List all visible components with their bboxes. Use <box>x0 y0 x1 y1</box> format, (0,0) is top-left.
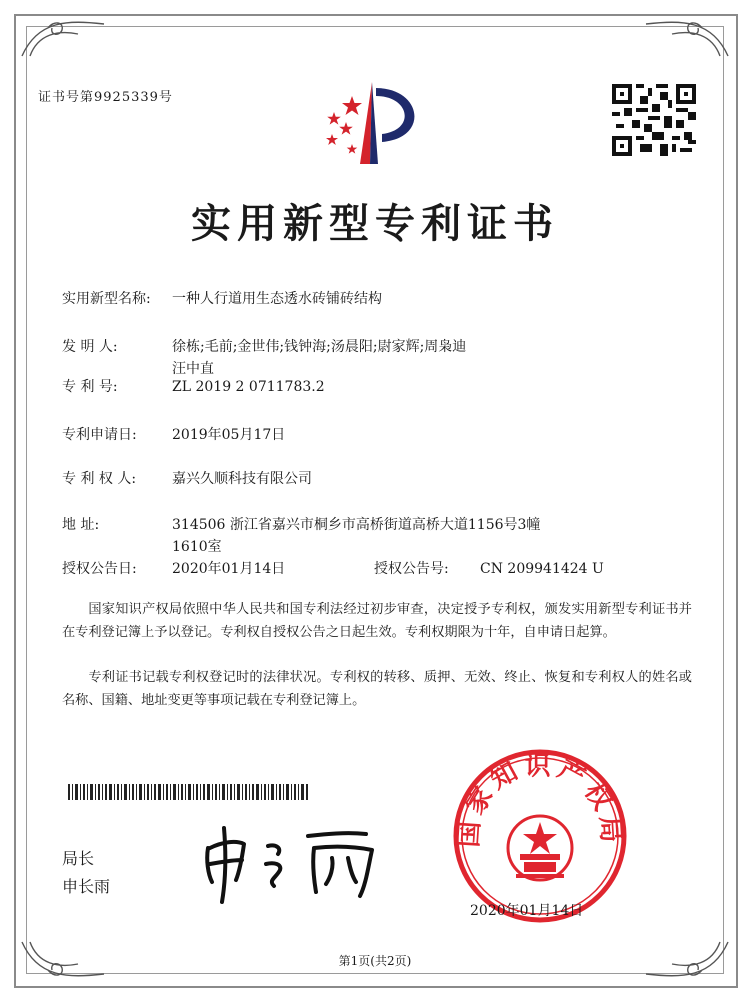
field-value: 汪中直 <box>172 361 214 377</box>
official-seal-icon <box>452 748 628 924</box>
seal-date: 2020年01月14日 <box>470 903 584 919</box>
field-value: 314506 浙江省嘉兴市桐乡市高桥街道高桥大道1156号3幢 <box>172 517 541 533</box>
qr-code-icon <box>612 84 696 156</box>
field-value: 嘉兴久顺科技有限公司 <box>172 471 312 487</box>
field-label: 发 明 人: <box>62 339 118 355</box>
field-value: 2020年01月14日 <box>172 561 286 577</box>
field-label: 地 址: <box>62 517 100 533</box>
signatory-role: 局长 <box>62 849 95 868</box>
body-paragraph-1: 国家知识产权局依照中华人民共和国专利法经过初步审查，决定授予专利权，颁发实用新型专利证书并在专利登记簿上予以登记。专利权自授权公告之日起生效。专利权期限为十年，自申请日起算。 <box>62 602 692 640</box>
corner-ornament-top-right <box>642 16 732 60</box>
seal-text: 国家知识产权局 <box>454 751 626 849</box>
barcode-icon <box>68 784 308 800</box>
field-label: 授权公告日: <box>62 561 137 577</box>
corner-ornament-top-left <box>18 16 108 60</box>
handwritten-signature <box>196 818 386 904</box>
field-value: CN 209941424 U <box>480 561 604 577</box>
certificate-title: 实用新型专利证书 <box>191 201 559 247</box>
field-value: 一种人行道用生态透水砖铺砖结构 <box>172 291 382 307</box>
field-label: 专 利 权 人: <box>62 471 137 487</box>
field-label: 专 利 号: <box>62 379 118 395</box>
certificate-number: 证书号第9925339号 <box>38 90 173 105</box>
field-label: 专利申请日: <box>62 427 137 443</box>
body-paragraph-2: 专利证书记载专利权登记时的法律状况。专利权的转移、质押、无效、终止、恢复和专利权人的姓名或名称、国籍、地址变更等事项记载在专利登记簿上。 <box>62 670 692 708</box>
field-value: 2019年05月17日 <box>172 427 286 443</box>
field-value: 徐栋;毛前;金世伟;钱钟海;汤晨阳;尉家辉;周枭迪 <box>172 339 467 355</box>
field-value: ZL 2019 2 0711783.2 <box>172 379 325 395</box>
signatory-name: 申长雨 <box>62 877 111 896</box>
page-number: 第1页(共2页) <box>338 954 412 968</box>
field-label: 实用新型名称: <box>62 291 151 307</box>
cnipa-logo-icon <box>312 78 434 168</box>
field-value: 1610室 <box>172 539 222 555</box>
field-label: 授权公告号: <box>374 561 449 577</box>
